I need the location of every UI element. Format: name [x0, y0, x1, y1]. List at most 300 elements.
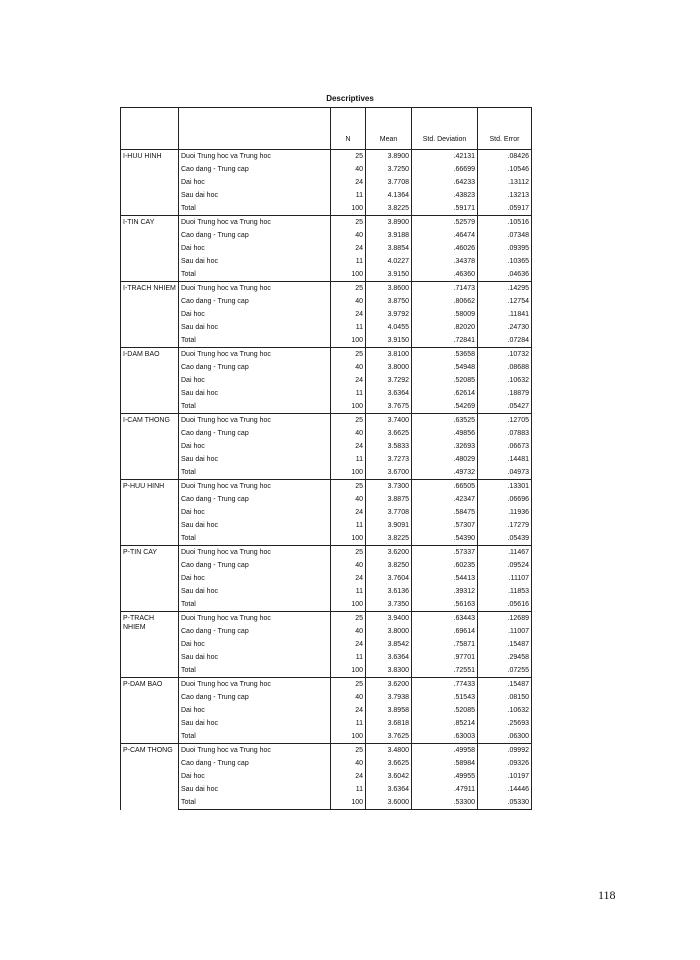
table-row — [121, 150, 532, 164]
mean-value: 3.4800 — [366, 744, 412, 758]
n-value: 25 — [331, 150, 366, 164]
table-row — [121, 546, 532, 560]
std-error-value: .18879 — [478, 387, 532, 400]
std-deviation-value: .62614 — [412, 387, 478, 400]
level-label: Dai hoc — [181, 311, 205, 318]
std-deviation-value: .48029 — [412, 453, 478, 466]
level-label: Dai hoc — [181, 773, 205, 780]
level-label: Dai hoc — [181, 575, 205, 582]
table-row — [121, 387, 532, 400]
level-label: Total — [181, 469, 196, 476]
table-row — [121, 189, 532, 202]
mean-value: 3.8900 — [366, 216, 412, 230]
header-mean: Mean — [366, 108, 412, 150]
std-deviation-value: .63003 — [412, 730, 478, 744]
mean-value: 3.7708 — [366, 176, 412, 189]
std-error-value: .05439 — [478, 532, 532, 546]
table-row — [121, 216, 532, 230]
std-error-value: .15487 — [478, 678, 532, 692]
table-row — [121, 321, 532, 334]
level-label: Dai hoc — [181, 245, 205, 252]
level-label: Sau dai hoc — [181, 588, 218, 595]
level-label: Dai hoc — [181, 443, 205, 450]
n-value: 25 — [331, 678, 366, 692]
group-label: I-CAM THONG — [121, 414, 179, 480]
std-deviation-value: .51543 — [412, 691, 478, 704]
level-label: Dai hoc — [181, 641, 205, 648]
std-error-value: .04973 — [478, 466, 532, 480]
std-error-value: .13112 — [478, 176, 532, 189]
mean-value: 3.6136 — [366, 585, 412, 598]
level-label: Duoi Trung hoc va Trung hoc — [179, 546, 331, 560]
group-label: I-TIN CAY — [121, 216, 179, 282]
n-value: 24 — [331, 242, 366, 255]
table-row — [121, 466, 532, 480]
table-row — [121, 664, 532, 678]
std-error-value: .17279 — [478, 519, 532, 532]
mean-value: 3.8900 — [366, 150, 412, 164]
mean-value: 3.7938 — [366, 691, 412, 704]
std-deviation-value: .49958 — [412, 744, 478, 758]
table-row — [121, 678, 532, 692]
n-value: 40 — [331, 559, 366, 572]
n-value: 100 — [331, 268, 366, 282]
mean-value: 3.6625 — [366, 427, 412, 440]
std-deviation-value: .71473 — [412, 282, 478, 296]
std-deviation-value: .58475 — [412, 506, 478, 519]
n-value: 24 — [331, 374, 366, 387]
n-value: 11 — [331, 255, 366, 268]
n-value: 11 — [331, 189, 366, 202]
n-value: 25 — [331, 216, 366, 230]
table-row — [121, 559, 532, 572]
mean-value: 3.6364 — [366, 387, 412, 400]
mean-value: 3.5833 — [366, 440, 412, 453]
n-value: 24 — [331, 308, 366, 321]
level-label: Dai hoc — [181, 377, 205, 384]
table-row — [121, 598, 532, 612]
level-label: Duoi Trung hoc va Trung hoc — [179, 480, 331, 494]
group-label: P-DAM BAO — [121, 678, 179, 744]
n-value: 100 — [331, 664, 366, 678]
std-deviation-value: .64233 — [412, 176, 478, 189]
std-deviation-value: .54390 — [412, 532, 478, 546]
table-row — [121, 585, 532, 598]
table-row — [121, 625, 532, 638]
level-label: Duoi Trung hoc va Trung hoc — [179, 744, 331, 758]
std-deviation-value: .58984 — [412, 757, 478, 770]
std-deviation-value: .77433 — [412, 678, 478, 692]
level-label: Sau dai hoc — [181, 390, 218, 397]
std-deviation-value: .46360 — [412, 268, 478, 282]
std-error-value: .11853 — [478, 585, 532, 598]
n-value: 25 — [331, 480, 366, 494]
level-label: Sau dai hoc — [181, 258, 218, 265]
std-error-value: .10632 — [478, 704, 532, 717]
std-error-value: .11107 — [478, 572, 532, 585]
header-row — [121, 108, 532, 150]
mean-value: 3.6625 — [366, 757, 412, 770]
std-deviation-value: .56163 — [412, 598, 478, 612]
mean-value: 3.6200 — [366, 678, 412, 692]
std-deviation-value: .54269 — [412, 400, 478, 414]
mean-value: 3.7708 — [366, 506, 412, 519]
mean-value: 3.7250 — [366, 163, 412, 176]
std-deviation-value: .69614 — [412, 625, 478, 638]
group-label: P-CAM THONG — [121, 744, 179, 810]
mean-value: 3.9400 — [366, 612, 412, 626]
n-value: 100 — [331, 598, 366, 612]
table-row — [121, 480, 532, 494]
mean-value: 3.8225 — [366, 202, 412, 216]
mean-value: 4.1364 — [366, 189, 412, 202]
table-row — [121, 691, 532, 704]
std-error-value: .24730 — [478, 321, 532, 334]
std-error-value: .10546 — [478, 163, 532, 176]
std-deviation-value: .46026 — [412, 242, 478, 255]
std-error-value: .06696 — [478, 493, 532, 506]
mean-value: 3.7300 — [366, 480, 412, 494]
mean-value: 3.8750 — [366, 295, 412, 308]
level-label: Sau dai hoc — [181, 192, 218, 199]
std-deviation-value: .57307 — [412, 519, 478, 532]
std-error-value: .05427 — [478, 400, 532, 414]
std-error-value: .12689 — [478, 612, 532, 626]
level-label: Sau dai hoc — [181, 720, 218, 727]
level-label: Dai hoc — [181, 707, 205, 714]
std-deviation-value: .46474 — [412, 229, 478, 242]
n-value: 40 — [331, 625, 366, 638]
table-row — [121, 519, 532, 532]
header-std-deviation: Std. Deviation — [412, 108, 478, 150]
n-value: 24 — [331, 638, 366, 651]
level-label: Total — [181, 205, 196, 212]
std-deviation-value: .39312 — [412, 585, 478, 598]
level-label: Cao dang - Trung cap — [181, 562, 249, 569]
std-error-value: .09326 — [478, 757, 532, 770]
std-deviation-value: .60235 — [412, 559, 478, 572]
std-error-value: .29458 — [478, 651, 532, 664]
n-value: 100 — [331, 202, 366, 216]
n-value: 24 — [331, 704, 366, 717]
mean-value: 3.7350 — [366, 598, 412, 612]
std-error-value: .10732 — [478, 348, 532, 362]
std-deviation-value: .52579 — [412, 216, 478, 230]
mean-value: 3.8875 — [366, 493, 412, 506]
n-value: 40 — [331, 229, 366, 242]
table-row — [121, 361, 532, 374]
mean-value: 3.9792 — [366, 308, 412, 321]
std-error-value: .05330 — [478, 796, 532, 810]
n-value: 11 — [331, 321, 366, 334]
n-value: 40 — [331, 493, 366, 506]
level-label: Duoi Trung hoc va Trung hoc — [179, 348, 331, 362]
std-deviation-value: .66505 — [412, 480, 478, 494]
n-value: 40 — [331, 427, 366, 440]
n-value: 25 — [331, 744, 366, 758]
table-row — [121, 612, 532, 626]
mean-value: 3.8600 — [366, 282, 412, 296]
std-error-value: .12705 — [478, 414, 532, 428]
std-error-value: .12754 — [478, 295, 532, 308]
std-error-value: .09524 — [478, 559, 532, 572]
mean-value: 3.6000 — [366, 796, 412, 810]
mean-value: 3.9150 — [366, 334, 412, 348]
std-deviation-value: .54948 — [412, 361, 478, 374]
level-label: Duoi Trung hoc va Trung hoc — [179, 150, 331, 164]
mean-value: 3.8100 — [366, 348, 412, 362]
std-deviation-value: .53658 — [412, 348, 478, 362]
level-label: Sau dai hoc — [181, 522, 218, 529]
level-label: Duoi Trung hoc va Trung hoc — [179, 282, 331, 296]
std-error-value: .07883 — [478, 427, 532, 440]
std-error-value: .10197 — [478, 770, 532, 783]
n-value: 100 — [331, 532, 366, 546]
mean-value: 3.7675 — [366, 400, 412, 414]
std-error-value: .15487 — [478, 638, 532, 651]
std-error-value: .07284 — [478, 334, 532, 348]
std-error-value: .10516 — [478, 216, 532, 230]
level-label: Duoi Trung hoc va Trung hoc — [179, 612, 331, 626]
n-value: 40 — [331, 361, 366, 374]
mean-value: 3.6200 — [366, 546, 412, 560]
n-value: 100 — [331, 796, 366, 810]
std-error-value: .04636 — [478, 268, 532, 282]
mean-value: 3.8542 — [366, 638, 412, 651]
std-deviation-value: .32693 — [412, 440, 478, 453]
mean-value: 3.9091 — [366, 519, 412, 532]
std-deviation-value: .80662 — [412, 295, 478, 308]
std-deviation-value: .63525 — [412, 414, 478, 428]
level-label: Total — [181, 535, 196, 542]
table-row — [121, 229, 532, 242]
n-value: 11 — [331, 717, 366, 730]
level-label: Total — [181, 271, 196, 278]
level-label: Cao dang - Trung cap — [181, 364, 249, 371]
group-label: P-TRACH NHIEM — [121, 612, 179, 678]
mean-value: 3.8854 — [366, 242, 412, 255]
header-std-error: Std. Error — [478, 108, 532, 150]
mean-value: 3.6364 — [366, 783, 412, 796]
table-row — [121, 440, 532, 453]
n-value: 11 — [331, 387, 366, 400]
header-blank — [179, 108, 331, 150]
table-row — [121, 334, 532, 348]
std-deviation-value: .82020 — [412, 321, 478, 334]
table-row — [121, 242, 532, 255]
std-deviation-value: .72551 — [412, 664, 478, 678]
std-error-value: .07255 — [478, 664, 532, 678]
table-row — [121, 783, 532, 796]
table-row — [121, 744, 532, 758]
std-error-value: .11936 — [478, 506, 532, 519]
table-row — [121, 770, 532, 783]
mean-value: 3.6818 — [366, 717, 412, 730]
level-label: Total — [179, 796, 331, 810]
level-label: Total — [181, 601, 196, 608]
mean-value: 3.7604 — [366, 572, 412, 585]
std-deviation-value: .97701 — [412, 651, 478, 664]
level-label: Sau dai hoc — [181, 324, 218, 331]
level-label: Sau dai hoc — [181, 654, 218, 661]
std-error-value: .11007 — [478, 625, 532, 638]
table-row — [121, 282, 532, 296]
mean-value: 3.8000 — [366, 625, 412, 638]
table-row — [121, 348, 532, 362]
std-deviation-value: .58009 — [412, 308, 478, 321]
descriptives-table — [120, 107, 532, 810]
level-label: Duoi Trung hoc va Trung hoc — [179, 216, 331, 230]
std-deviation-value: .52085 — [412, 704, 478, 717]
group-label: P-HUU HINH — [121, 480, 179, 546]
std-error-value: .13213 — [478, 189, 532, 202]
level-label: Cao dang - Trung cap — [181, 628, 249, 635]
n-value: 11 — [331, 519, 366, 532]
page-number: 118 — [598, 888, 616, 902]
std-deviation-value: .75871 — [412, 638, 478, 651]
mean-value: 3.8300 — [366, 664, 412, 678]
mean-value: 3.6364 — [366, 651, 412, 664]
std-deviation-value: .34378 — [412, 255, 478, 268]
n-value: 25 — [331, 546, 366, 560]
std-deviation-value: .49856 — [412, 427, 478, 440]
std-deviation-value: .54413 — [412, 572, 478, 585]
table-row — [121, 532, 532, 546]
table-row — [121, 493, 532, 506]
n-value: 11 — [331, 453, 366, 466]
level-label: Total — [181, 733, 196, 740]
std-deviation-value: .72841 — [412, 334, 478, 348]
level-label: Duoi Trung hoc va Trung hoc — [179, 414, 331, 428]
n-value: 11 — [331, 585, 366, 598]
group-label: I-DAM BAO — [121, 348, 179, 414]
std-error-value: .13301 — [478, 480, 532, 494]
std-error-value: .06673 — [478, 440, 532, 453]
std-error-value: .08426 — [478, 150, 532, 164]
table-row — [121, 255, 532, 268]
n-value: 40 — [331, 163, 366, 176]
std-error-value: .14481 — [478, 453, 532, 466]
mean-value: 3.8958 — [366, 704, 412, 717]
level-label: Cao dang - Trung cap — [181, 760, 249, 767]
n-value: 24 — [331, 506, 366, 519]
table-row — [121, 506, 532, 519]
std-deviation-value: .47911 — [412, 783, 478, 796]
level-label: Cao dang - Trung cap — [181, 232, 249, 239]
std-deviation-value: .66699 — [412, 163, 478, 176]
table-row — [121, 374, 532, 387]
std-deviation-value: .49732 — [412, 466, 478, 480]
level-label: Sau dai hoc — [181, 786, 218, 793]
std-deviation-value: .43823 — [412, 189, 478, 202]
std-error-value: .08688 — [478, 361, 532, 374]
n-value: 100 — [331, 466, 366, 480]
header-n: N — [331, 108, 366, 150]
std-deviation-value: .57337 — [412, 546, 478, 560]
level-label: Cao dang - Trung cap — [181, 430, 249, 437]
level-label: Dai hoc — [181, 509, 205, 516]
table-row — [121, 572, 532, 585]
std-error-value: .10365 — [478, 255, 532, 268]
table-row — [121, 163, 532, 176]
mean-value: 3.8250 — [366, 559, 412, 572]
table-row — [121, 453, 532, 466]
std-error-value: .08150 — [478, 691, 532, 704]
table-row — [121, 202, 532, 216]
n-value: 25 — [331, 348, 366, 362]
std-deviation-value: .53300 — [412, 796, 478, 810]
n-value: 100 — [331, 334, 366, 348]
mean-value: 3.8225 — [366, 532, 412, 546]
mean-value: 3.9150 — [366, 268, 412, 282]
std-error-value: .25693 — [478, 717, 532, 730]
mean-value: 4.0455 — [366, 321, 412, 334]
table-row — [121, 427, 532, 440]
n-value: 40 — [331, 691, 366, 704]
std-error-value: .14446 — [478, 783, 532, 796]
std-error-value: .10632 — [478, 374, 532, 387]
n-value: 24 — [331, 440, 366, 453]
table-row — [121, 400, 532, 414]
level-label: Total — [181, 337, 196, 344]
level-label: Duoi Trung hoc va Trung hoc — [179, 678, 331, 692]
std-error-value: .14295 — [478, 282, 532, 296]
std-deviation-value: .59171 — [412, 202, 478, 216]
mean-value: 3.7400 — [366, 414, 412, 428]
n-value: 40 — [331, 757, 366, 770]
n-value: 24 — [331, 770, 366, 783]
mean-value: 3.9188 — [366, 229, 412, 242]
n-value: 24 — [331, 176, 366, 189]
mean-value: 3.7625 — [366, 730, 412, 744]
n-value: 11 — [331, 651, 366, 664]
std-error-value: .11467 — [478, 546, 532, 560]
std-error-value: .09992 — [478, 744, 532, 758]
n-value: 25 — [331, 414, 366, 428]
mean-value: 3.6042 — [366, 770, 412, 783]
table-row — [121, 638, 532, 651]
std-error-value: .11841 — [478, 308, 532, 321]
level-label: Cao dang - Trung cap — [181, 694, 249, 701]
std-deviation-value: .49955 — [412, 770, 478, 783]
n-value: 25 — [331, 282, 366, 296]
n-value: 40 — [331, 295, 366, 308]
std-error-value: .06300 — [478, 730, 532, 744]
table-row — [121, 176, 532, 189]
std-error-value: .07348 — [478, 229, 532, 242]
table-row — [121, 704, 532, 717]
table-row — [121, 796, 532, 810]
level-label: Cao dang - Trung cap — [181, 166, 249, 173]
mean-value: 3.7273 — [366, 453, 412, 466]
std-deviation-value: .42131 — [412, 150, 478, 164]
mean-value: 3.6700 — [366, 466, 412, 480]
level-label: Dai hoc — [181, 179, 205, 186]
mean-value: 4.0227 — [366, 255, 412, 268]
group-label: I-HUU HINH — [121, 150, 179, 216]
std-deviation-value: .42347 — [412, 493, 478, 506]
n-value: 100 — [331, 400, 366, 414]
std-error-value: .05917 — [478, 202, 532, 216]
group-label: I-TRACH NHIEM — [121, 282, 179, 348]
table-title: Descriptives — [326, 94, 374, 103]
table-row — [121, 757, 532, 770]
std-deviation-value: .63443 — [412, 612, 478, 626]
n-value: 100 — [331, 730, 366, 744]
n-value: 11 — [331, 783, 366, 796]
std-error-value: .05616 — [478, 598, 532, 612]
table-row — [121, 651, 532, 664]
